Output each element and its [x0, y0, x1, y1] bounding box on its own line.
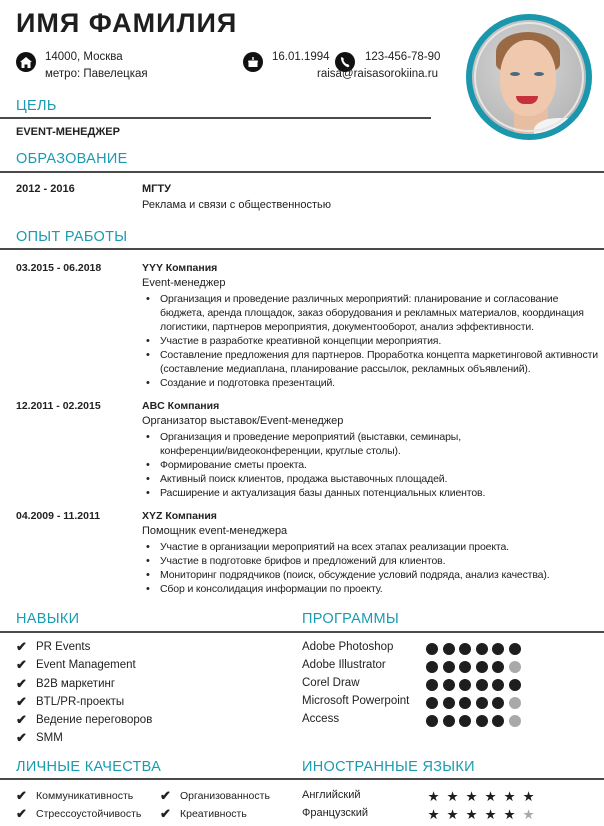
address-metro: метро: Павелецкая [45, 68, 148, 80]
program-name: Adobe Photoshop [302, 641, 394, 653]
quality-item [160, 787, 270, 805]
job-company: ABC Компания [142, 400, 220, 412]
rating-dot-filled [426, 715, 438, 727]
program-row [302, 641, 393, 653]
rating-dot-filled [459, 679, 471, 691]
program-rating [426, 715, 521, 727]
skill-label: PR Events [36, 641, 91, 653]
quality-item [16, 787, 141, 805]
check-icon: ✔ [160, 788, 171, 803]
program-rating [426, 661, 521, 673]
skill-item [16, 656, 152, 674]
goal-value: EVENT-МЕНЕДЖЕР [16, 126, 120, 138]
rating-dot-filled [443, 715, 455, 727]
job-bullet: • Организация и проведение мероприятий (выставки, семинары, конференции/видеоконференции, круглые столы). [160, 430, 500, 458]
job-bullet: • Создание и подготовка презентаций. [160, 376, 600, 390]
education-field: Реклама и связи с общественностью [142, 199, 331, 211]
program-name: Corel Draw [302, 677, 360, 689]
skill-label: Event Management [36, 659, 136, 672]
quality-label: Организованность [180, 790, 270, 802]
quality-label: Коммуникативность [36, 790, 134, 802]
skill-label: B2B маркетинг [36, 677, 116, 690]
language-rating [426, 790, 536, 804]
skill-label: Ведение переговоров [36, 714, 153, 727]
home-icon [16, 52, 36, 72]
language-row [302, 789, 361, 801]
program-rating [426, 697, 521, 709]
job-bullet: • Сбор и консолидация информации по проекту. [160, 582, 604, 596]
rating-dot-filled [476, 697, 488, 709]
section-title-qualities: ЛИЧНЫЕ КАЧЕСТВА [16, 759, 162, 775]
skill-item [16, 729, 152, 747]
profile-photo [466, 14, 592, 140]
job-bullet: • Мониторинг подрядчиков (поиск, обсуждение условий подряда, анализ качества). [160, 568, 604, 582]
rating-dot-filled [426, 643, 438, 655]
quality-item [160, 805, 270, 823]
rating-dot-filled [426, 697, 438, 709]
qualities-list-left [16, 787, 141, 824]
section-divider [0, 171, 604, 173]
job-bullet: • Активный поиск клиентов, продажа выставочных площадей. [160, 472, 500, 486]
section-title-programs: ПРОГРАММЫ [302, 611, 399, 627]
job-company: YYY Компания [142, 262, 218, 274]
check-icon: ✔ [16, 788, 27, 803]
rating-dot-filled [459, 661, 471, 673]
star-icon-filled: ★ [427, 807, 440, 822]
quality-label: Креативность [180, 808, 247, 821]
job-bullets [160, 292, 600, 390]
rating-dot-filled [443, 661, 455, 673]
rating-dot-filled [492, 715, 504, 727]
job-position: Event-менеджер [142, 277, 226, 289]
rating-dot-filled [459, 643, 471, 655]
star-icon-filled: ★ [503, 807, 516, 822]
education-school: МГТУ [142, 183, 171, 195]
section-title-experience: ОПЫТ РАБОТЫ [16, 229, 128, 245]
job-period: 03.2015 - 06.2018 [16, 262, 102, 274]
program-row [302, 695, 409, 707]
section-title-education: ОБРАЗОВАНИЕ [16, 151, 128, 167]
rating-dot-filled [492, 661, 504, 673]
star-icon-filled: ★ [522, 789, 535, 804]
section-divider [0, 117, 431, 119]
quality-label: Стрессоустойчивость [36, 808, 142, 821]
job-position: Помощник event-менеджера [142, 525, 288, 537]
program-name: Adobe Illustrator [302, 659, 386, 671]
qualities-list-right [160, 787, 270, 824]
check-icon: ✔ [16, 675, 27, 691]
program-name: Microsoft Powerpoint [302, 695, 410, 707]
job-period: 12.2011 - 02.2015 [16, 400, 101, 412]
rating-dot-filled [492, 679, 504, 691]
cake-icon [243, 52, 263, 72]
star-icon-filled: ★ [465, 807, 478, 822]
skill-label: SMM [36, 732, 63, 745]
full-name: ИМЯ ФАМИЛИЯ [16, 8, 238, 38]
skill-item [16, 675, 152, 693]
star-icon-filled: ★ [446, 807, 459, 822]
program-rating [426, 643, 521, 655]
section-title-languages: ИНОСТРАННЫЕ ЯЗЫКИ [302, 759, 475, 775]
star-icon-empty: ★ [522, 807, 535, 822]
check-icon: ✔ [16, 730, 27, 746]
language-rating [426, 808, 536, 822]
birth-date: 16.01.1994 [272, 51, 330, 63]
job-period: 04.2009 - 11.2011 [16, 510, 101, 522]
rating-dot-filled [459, 715, 471, 727]
address-block [45, 49, 148, 83]
skill-label: BTL/PR-проекты [36, 695, 125, 708]
check-icon: ✔ [16, 693, 27, 709]
skill-item [16, 711, 152, 729]
rating-dot-filled [459, 697, 471, 709]
star-icon-filled: ★ [503, 789, 516, 804]
job-bullet: • Организация и проведение различных мероприятий: планирование и согласование бюджета, аренда площадок, заказ оборудования и рекламных материалов, координация логистики, партнеров мероприятия, документооборот, анализ эффективности. [160, 292, 600, 334]
rating-dot-empty [509, 697, 521, 709]
job-bullets [160, 540, 604, 596]
star-icon-filled: ★ [484, 807, 497, 822]
section-divider [0, 248, 604, 250]
job-bullet: • Формирование сметы проекта. [160, 458, 500, 472]
job-position: Организатор выставок/Event-менеджер [142, 415, 344, 427]
section-title-skills: НАВЫКИ [16, 611, 80, 627]
rating-dot-filled [476, 661, 488, 673]
rating-dot-filled [426, 679, 438, 691]
rating-dot-filled [509, 643, 521, 655]
section-divider [0, 778, 604, 780]
quality-item [16, 805, 141, 823]
check-icon: ✔ [16, 639, 27, 654]
job-bullet: • Составление предложения для партнеров. Проработка концепта маркетинговой активности (составление медиаплана, планирование рассылок, рекламных объявлений). [160, 348, 600, 376]
rating-dot-filled [476, 715, 488, 727]
check-icon: ✔ [16, 657, 27, 673]
rating-dot-empty [509, 715, 521, 727]
skill-item [16, 693, 152, 711]
rating-dot-filled [492, 643, 504, 655]
language-name: Французский [302, 807, 368, 819]
rating-dot-filled [426, 661, 438, 673]
program-row [302, 659, 386, 671]
rating-dot-empty [509, 661, 521, 673]
check-icon: ✔ [16, 806, 27, 822]
education-period: 2012 - 2016 [16, 183, 75, 195]
program-rating [426, 679, 521, 691]
check-icon: ✔ [16, 712, 27, 728]
address-city: 14000, Москва [45, 51, 123, 63]
section-title-goal: ЦЕЛЬ [16, 98, 57, 114]
star-icon-filled: ★ [465, 789, 478, 804]
rating-dot-filled [492, 697, 504, 709]
job-bullet: • Расширение и актуализация базы данных потенциальных клиентов. [160, 486, 500, 500]
rating-dot-filled [443, 643, 455, 655]
star-icon-filled: ★ [484, 789, 497, 804]
program-row [302, 677, 360, 689]
phone-number[interactable]: 123-456-78-90 [365, 51, 441, 63]
language-name: Английский [302, 789, 361, 801]
check-icon: ✔ [160, 806, 171, 822]
job-bullets [160, 430, 500, 500]
star-icon-filled: ★ [427, 789, 440, 804]
job-company: XYZ Компания [142, 510, 217, 522]
section-divider [0, 631, 604, 633]
skill-item [16, 638, 152, 656]
rating-dot-filled [509, 679, 521, 691]
language-row [302, 807, 368, 819]
job-bullet: • Участие в подготовке брифов и предложений для клиентов. [160, 554, 604, 568]
rating-dot-filled [476, 643, 488, 655]
rating-dot-filled [443, 679, 455, 691]
skills-list [16, 638, 152, 748]
star-icon-filled: ★ [446, 789, 459, 804]
job-bullet: • Участие в организации мероприятий на всех этапах реализации проекта. [160, 540, 604, 554]
email-link[interactable]: raisa@raisasorokiina.ru [317, 68, 438, 80]
rating-dot-filled [476, 679, 488, 691]
job-bullet: • Участие в разработке креативной концепции мероприятия. [160, 334, 600, 348]
program-row [302, 713, 339, 725]
rating-dot-filled [443, 697, 455, 709]
program-name: Access [302, 713, 340, 725]
